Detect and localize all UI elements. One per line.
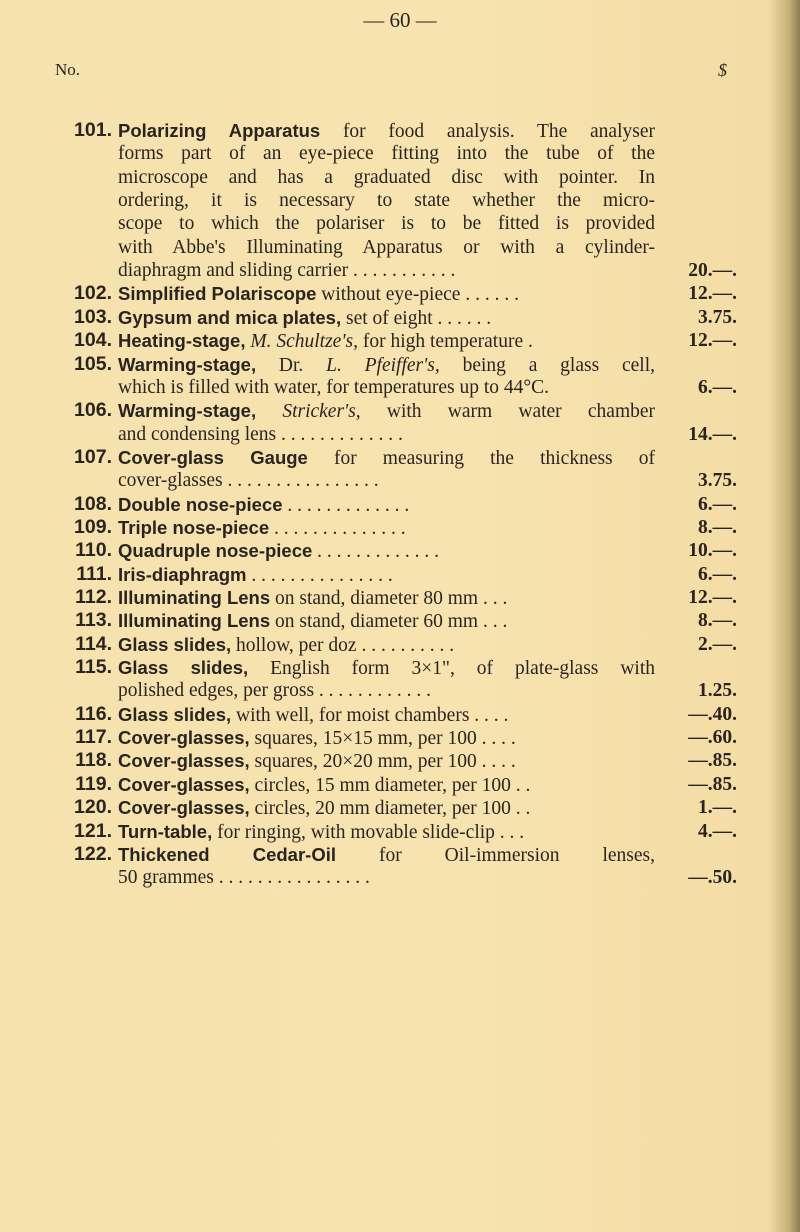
item-description-line	[118, 282, 655, 305]
item-description-line	[118, 353, 655, 376]
item-description-line	[118, 633, 655, 656]
item-title: Warming-stage,	[118, 400, 257, 422]
item-description-line	[118, 376, 655, 399]
item-text: ordering, it is necessary to state whether the micro-	[118, 190, 655, 212]
item-description-line	[118, 866, 655, 889]
item-description-line	[118, 493, 655, 516]
item-price: —.60.	[688, 727, 737, 749]
item-number: 118.	[75, 749, 112, 772]
item-text: on stand, diameter 60 mm . . .	[270, 611, 508, 633]
item-title: Gypsum and mica plates,	[118, 306, 342, 328]
item-title: Glass slides,	[118, 633, 232, 655]
item-description-line	[118, 796, 655, 819]
item-text: which is filled with water, for temperatures up to 44°C.	[118, 376, 550, 398]
item-text: . . . . . . . . . . . . .	[282, 494, 410, 516]
item-text: circles, 15 mm diameter, per 100 . .	[249, 774, 531, 796]
item-description-line	[118, 306, 655, 329]
item-title: Cover-glass Gauge	[118, 446, 308, 468]
item-price: 6.—.	[698, 493, 737, 515]
item-text: being a glass cell,	[439, 354, 655, 376]
item-number: 111.	[76, 562, 112, 585]
item-description-line	[118, 166, 655, 189]
item-description-line	[118, 329, 655, 352]
item-number: 112.	[75, 586, 112, 608]
item-text: with Abbe's Illuminating Apparatus or with a cylinder-	[118, 236, 655, 258]
item-description-line	[118, 656, 655, 679]
item-description-line	[118, 142, 655, 165]
item-title: Glass slides,	[118, 657, 249, 679]
item-description-line	[118, 609, 655, 632]
item-number: 117.	[75, 726, 112, 749]
item-text: squares, 20×20 mm, per 100 . . . .	[249, 751, 516, 773]
item-number: 108.	[74, 492, 112, 515]
page-number-header: — 60 —	[363, 8, 437, 32]
item-title: Illuminating Lens	[118, 587, 271, 608]
item-price: 12.—.	[688, 283, 737, 305]
item-text: for measuring the thickness of	[307, 447, 655, 469]
item-text: with warm water chamber	[360, 401, 656, 423]
item-text: scope to which the polariser is to be fitted is provided	[118, 213, 655, 235]
item-number: 121.	[74, 819, 112, 842]
item-description-line	[118, 236, 655, 259]
item-price: 8.—.	[698, 610, 737, 632]
item-description-line	[118, 563, 655, 586]
item-text: L. Pfeiffer's,	[326, 354, 440, 376]
item-text: cover-glasses . . . . . . . . . . . . . . . .	[118, 470, 379, 492]
item-price: —.85.	[688, 773, 737, 795]
item-price: 8.—.	[698, 516, 737, 538]
item-title: Turn-table,	[118, 820, 213, 842]
item-description-line	[118, 516, 655, 539]
item-title: Illuminating Lens	[118, 610, 271, 632]
item-number: 113.	[75, 609, 112, 632]
item-price: 14.—.	[688, 423, 737, 445]
item-text: diaphragm and sliding carrier . . . . . . . . . . .	[118, 260, 456, 282]
item-number: 116.	[75, 702, 112, 725]
item-text: M. Schultze's,	[250, 331, 358, 353]
item-number: 109.	[74, 515, 112, 538]
item-description-line	[118, 446, 655, 469]
item-description-line	[118, 703, 655, 726]
item-text: without eye-piece . . . . . .	[316, 284, 519, 306]
item-number: 106.	[74, 399, 112, 422]
item-price: 20.—.	[688, 260, 737, 282]
item-number: 120.	[74, 796, 112, 819]
item-price: —.50.	[688, 867, 737, 889]
item-description-line	[118, 773, 655, 796]
item-text: hollow, per doz . . . . . . . . . .	[231, 634, 455, 656]
item-number: 105.	[74, 352, 112, 375]
item-text: set of eight . . . . . .	[341, 307, 492, 329]
item-text: . . . . . . . . . . . . . .	[269, 517, 406, 539]
item-description-line	[118, 749, 655, 772]
item-title: Polarizing Apparatus	[118, 120, 321, 141]
item-price: 3.75.	[698, 470, 737, 492]
item-description-line	[118, 119, 655, 142]
item-price: 6.—.	[698, 563, 737, 585]
price-column-header: $	[718, 60, 727, 80]
item-text: circles, 20 mm diameter, per 100 . .	[249, 798, 531, 820]
item-price: 1.25.	[698, 680, 737, 702]
item-description-line	[118, 212, 655, 235]
item-text: on stand, diameter 80 mm . . .	[270, 588, 508, 609]
item-text: polished edges, per gross . . . . . . . . . . . .	[118, 680, 432, 702]
item-price: 6.—.	[698, 376, 737, 398]
item-title: Quadruple nose-piece	[118, 540, 313, 562]
item-number: 110.	[75, 539, 112, 562]
item-number: 107.	[74, 445, 112, 468]
item-text: Dr.	[256, 354, 327, 376]
item-number: 102.	[74, 282, 112, 305]
item-description-line	[118, 189, 655, 212]
item-description-line	[118, 423, 655, 446]
item-price: —.85.	[688, 750, 737, 772]
item-text: for ringing, with movable slide-clip . . .	[212, 821, 525, 843]
item-text: for high temperature .	[357, 331, 533, 353]
item-text: . . . . . . . . . . . . . . .	[246, 564, 393, 586]
item-title: Iris-diaphragm	[118, 563, 247, 585]
item-number: 114.	[75, 632, 112, 655]
item-price: 3.75.	[698, 306, 737, 328]
item-number: 103.	[74, 305, 112, 328]
item-description-line	[118, 586, 655, 609]
item-description-line	[118, 399, 655, 422]
item-text: for Oil-immersion lenses,	[336, 844, 655, 866]
item-number: 104.	[74, 329, 112, 352]
item-text: Stricker's,	[282, 401, 361, 423]
item-text: for food analysis. The analyser	[320, 121, 655, 142]
item-title: Glass slides,	[118, 703, 232, 725]
item-price: 10.—.	[688, 540, 737, 562]
item-text: and condensing lens . . . . . . . . . . . . .	[118, 423, 403, 445]
item-text: 50 grammes . . . . . . . . . . . . . . . .	[118, 867, 370, 889]
item-title: Cover-glasses,	[118, 727, 250, 749]
item-title: Triple nose-piece	[118, 516, 270, 538]
item-number: 101.	[74, 119, 112, 141]
item-number: 122.	[74, 842, 112, 865]
item-number: 115.	[75, 656, 112, 679]
item-description-line	[118, 469, 655, 492]
item-description-line	[118, 259, 655, 282]
item-description-line	[118, 539, 655, 562]
item-text: forms part of an eye-piece fitting into the tube of the	[118, 143, 655, 165]
item-text: . . . . . . . . . . . . .	[312, 541, 440, 563]
item-description-line	[118, 843, 655, 866]
item-text: with well, for moist chambers . . . .	[231, 704, 509, 726]
item-title: Warming-stage,	[118, 353, 257, 375]
item-title: Thickened Cedar-Oil	[118, 843, 336, 865]
item-title: Simplified Polariscope	[118, 283, 317, 305]
item-title: Cover-glasses,	[118, 773, 250, 795]
item-text: microscope and has a graduated disc with pointer. In	[118, 166, 655, 188]
item-price: 1.—.	[698, 797, 737, 819]
number-column-header: No.	[55, 60, 81, 79]
item-price: 2.—.	[698, 633, 737, 655]
item-price: 12.—.	[688, 330, 737, 352]
item-description-line	[118, 679, 655, 702]
item-description-line	[118, 820, 655, 843]
item-price: 12.—.	[688, 587, 737, 608]
item-title: Double nose-piece	[118, 493, 283, 515]
item-price: —.40.	[688, 703, 737, 725]
item-text: squares, 15×15 mm, per 100 . . . .	[249, 728, 516, 750]
item-price: 4.—.	[698, 820, 737, 842]
item-title: Cover-glasses,	[118, 797, 250, 819]
item-title: Cover-glasses,	[118, 750, 250, 772]
item-title: Heating-stage,	[118, 330, 246, 352]
item-number: 119.	[75, 772, 112, 795]
item-text: English form 3×1", of plate-glass with	[248, 658, 656, 680]
item-description-line	[118, 726, 655, 749]
item-text	[256, 401, 282, 422]
